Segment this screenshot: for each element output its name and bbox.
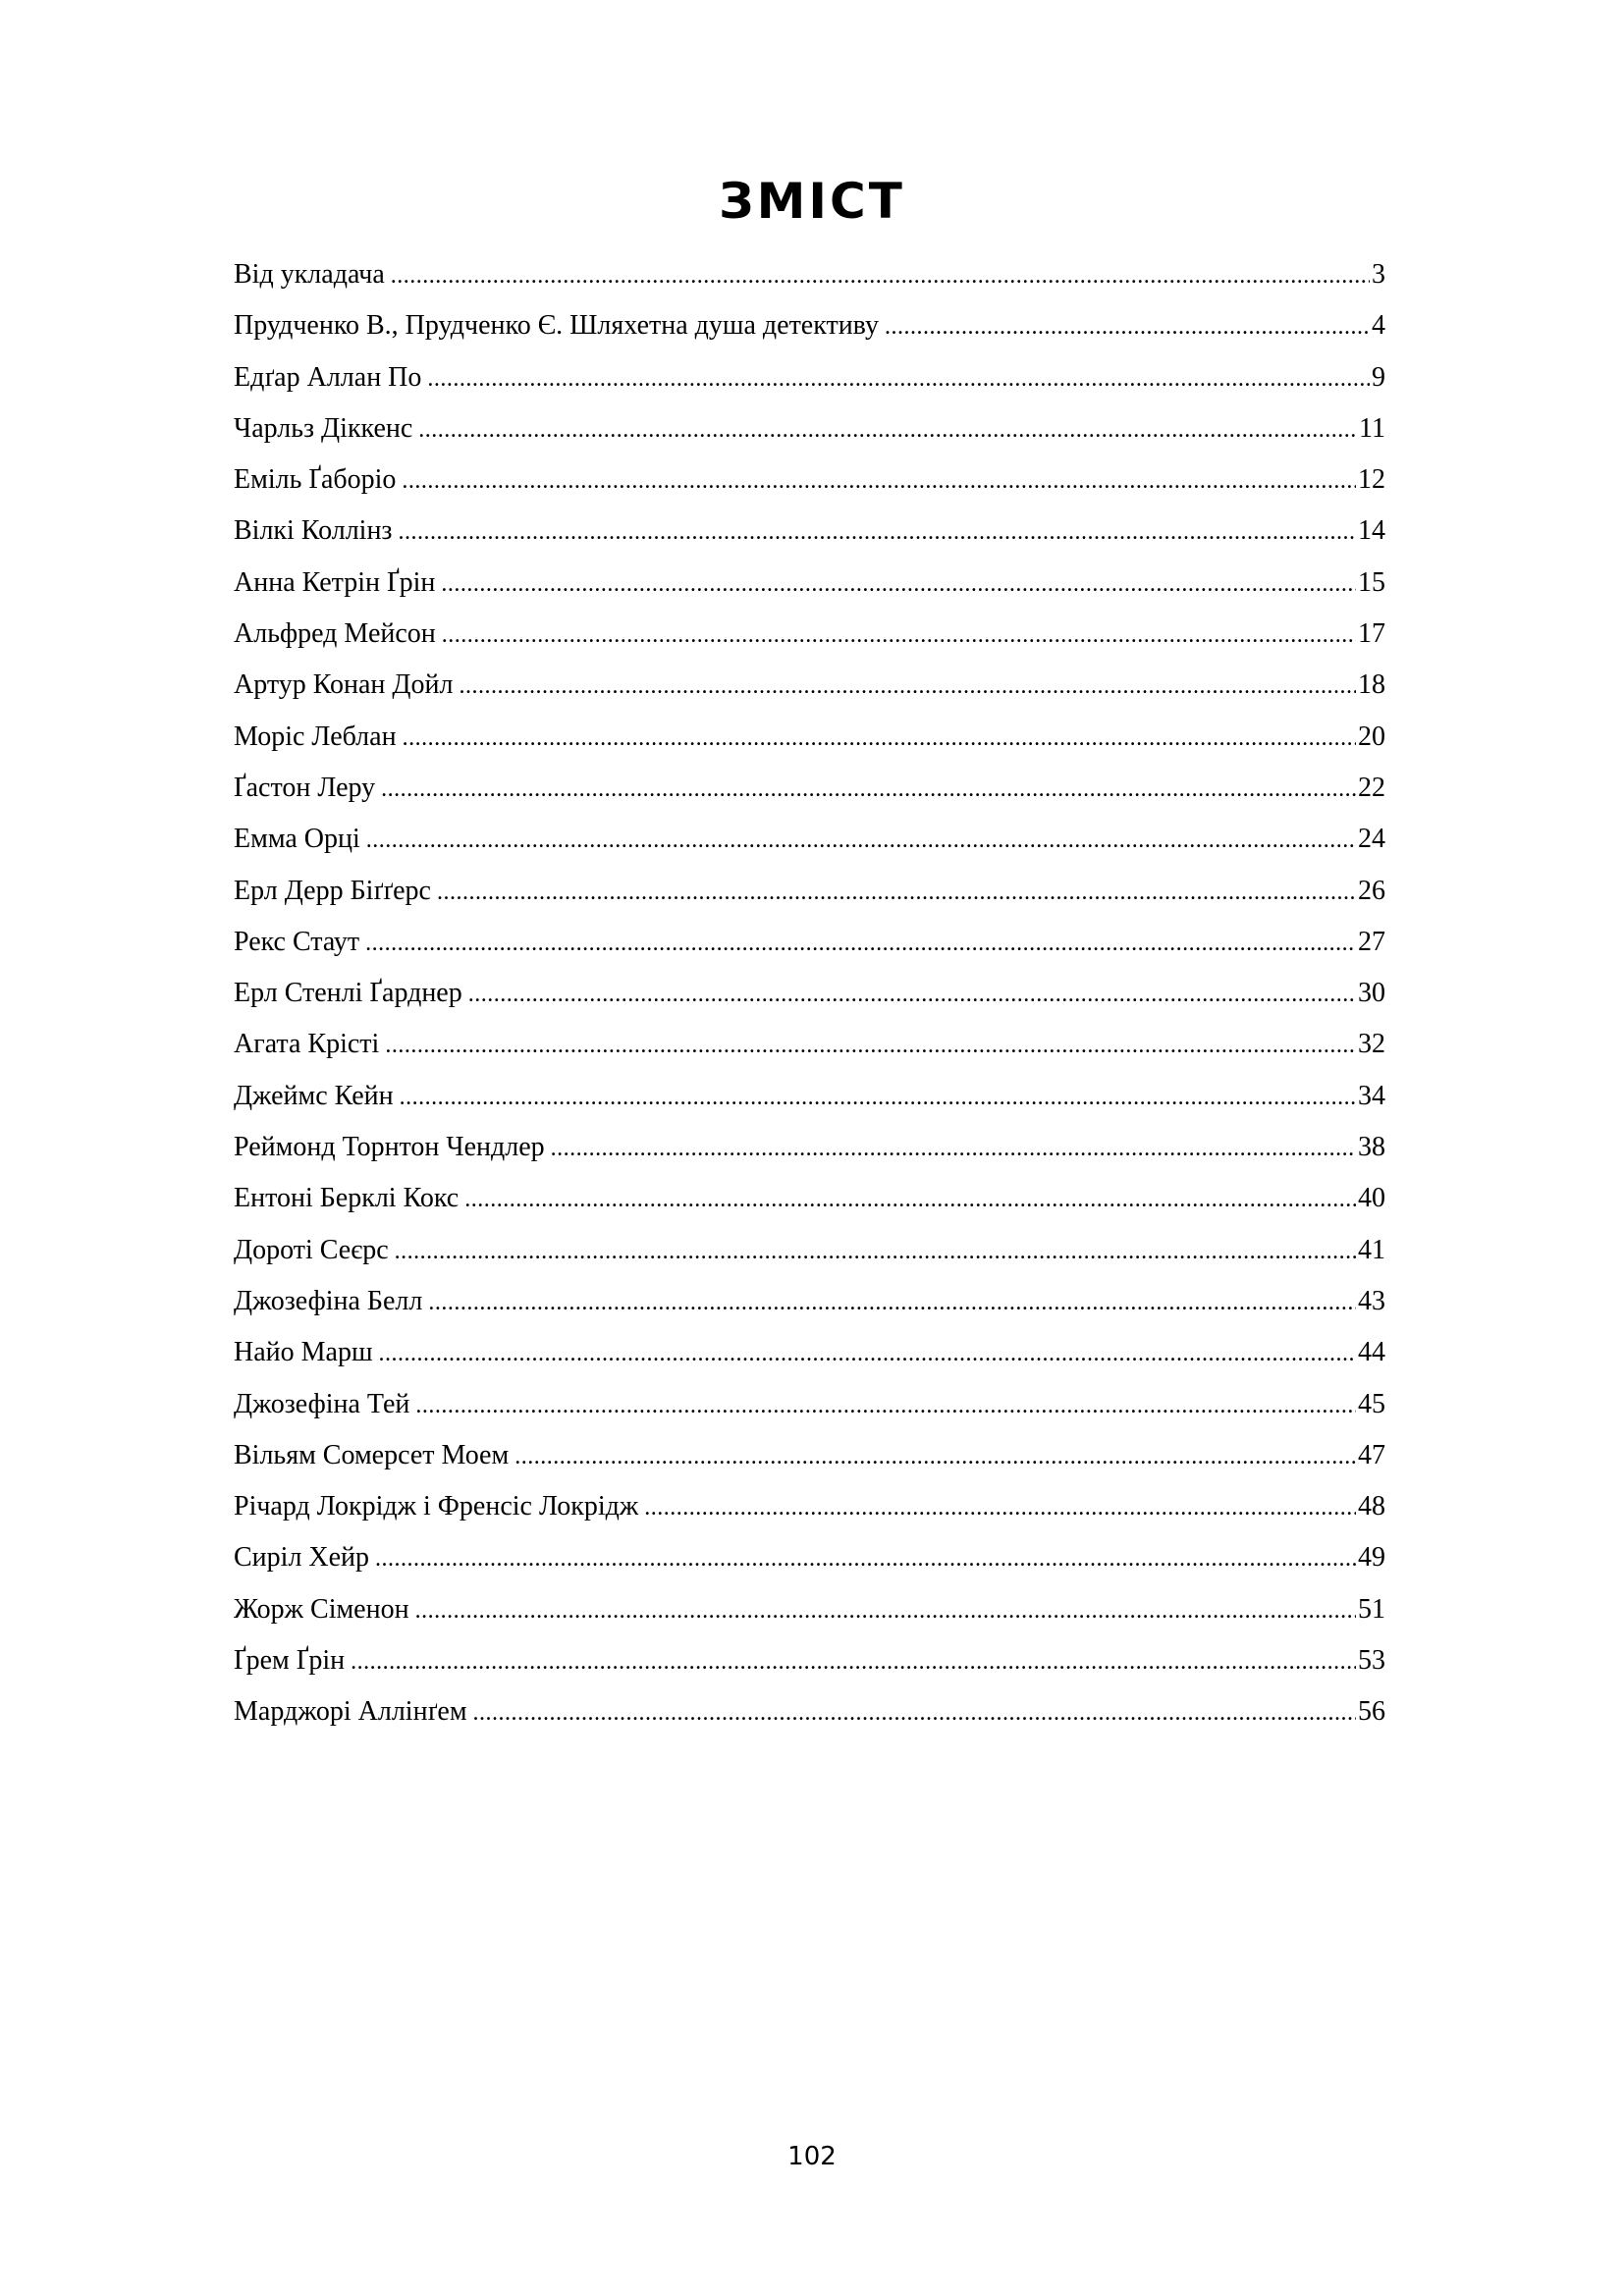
toc-entry-page: 30 [1358,978,1385,1009]
toc-entry-page: 45 [1358,1388,1385,1419]
toc-entry-title: Артур Конан Дойл [234,669,454,701]
toc-entry-page: 9 [1372,361,1385,393]
toc-dot-leader [464,1174,1356,1225]
toc-entry-title: Марджорі Аллінґем [234,1696,467,1728]
toc-dot-leader [399,507,1357,558]
toc-entry [234,1327,1385,1378]
toc-entry-page: 56 [1358,1696,1385,1728]
toc-dot-leader [366,815,1356,866]
toc-dot-leader [381,764,1356,815]
toc-dot-leader [442,610,1356,661]
toc-entry-page: 26 [1358,875,1385,906]
toc-entry [234,506,1385,557]
toc-entry [234,1686,1385,1737]
toc-dot-leader [391,250,1370,301]
toc-entry [234,1532,1385,1583]
toc-entry-title: Рекс Стаут [234,926,360,957]
toc-entry-page: 34 [1358,1080,1385,1111]
toc-dot-leader [427,353,1370,404]
table-of-contents [234,249,1385,1738]
toc-entry [234,558,1385,609]
toc-entry-page: 43 [1358,1285,1385,1316]
toc-dot-leader [551,1123,1356,1174]
page-title: ЗМІСТ [719,173,905,230]
toc-entry [234,1276,1385,1327]
toc-entry-title: Чарльз Діккенс [234,412,413,444]
toc-entry-title: Ентоні Берклі Кокс [234,1183,460,1214]
toc-entry-title: Моріс Леблан [234,721,397,752]
toc-dot-leader [885,301,1370,352]
toc-entry [234,1379,1385,1430]
toc-entry-page: 27 [1358,926,1385,957]
toc-entry-page: 11 [1359,412,1385,444]
toc-entry-title: Від укладача [234,259,385,290]
toc-entry [234,1019,1385,1070]
toc-entry-page: 47 [1358,1439,1385,1470]
toc-entry-page: 32 [1358,1029,1385,1060]
toc-dot-leader [428,1277,1356,1328]
toc-entry [234,1430,1385,1481]
toc-entry-page: 4 [1372,310,1385,342]
toc-dot-leader [385,1020,1356,1071]
toc-dot-leader [418,404,1357,455]
toc-entry-title: Сиріл Хейр [234,1542,370,1574]
toc-entry-title: Альфред Мейсон [234,618,436,650]
toc-entry [234,454,1385,506]
toc-dot-leader [365,918,1356,969]
toc-entry [234,1122,1385,1173]
toc-entry-page: 22 [1358,772,1385,803]
toc-dot-leader [473,1687,1356,1738]
toc-entry-title: Анна Кетрін Ґрін [234,566,436,598]
toc-entry [234,712,1385,763]
toc-dot-leader [395,1226,1356,1277]
toc-entry-page: 20 [1358,721,1385,752]
toc-entry [234,352,1385,403]
toc-dot-leader [379,1328,1356,1379]
toc-entry [234,814,1385,865]
toc-entry-page: 53 [1358,1645,1385,1677]
toc-entry [234,1584,1385,1635]
toc-dot-leader [644,1482,1356,1533]
toc-dot-leader [468,969,1356,1020]
toc-entry-title: Ерл Дерр Біґґерс [234,875,431,906]
toc-entry-title: Джозефіна Тей [234,1388,410,1419]
toc-entry-page: 17 [1358,618,1385,650]
toc-entry [234,917,1385,968]
toc-entry-page: 15 [1358,566,1385,598]
toc-entry [234,866,1385,917]
toc-dot-leader [415,1380,1356,1431]
toc-entry [234,1071,1385,1122]
toc-entry-page: 49 [1358,1542,1385,1574]
toc-entry-page: 3 [1372,259,1385,290]
toc-dot-leader [459,661,1356,712]
toc-entry-title: Едґар Аллан По [234,361,422,393]
toc-entry [234,968,1385,1019]
toc-entry [234,1635,1385,1686]
toc-entry [234,660,1385,711]
toc-entry-title: Жорж Сіменон [234,1593,409,1625]
toc-entry-page: 40 [1358,1183,1385,1214]
toc-entry-title: Прудченко В., Прудченко Є. Шляхетна душа детективу [234,310,879,342]
toc-entry-title: Ґастон Леру [234,772,376,803]
toc-entry [234,300,1385,351]
toc-entry [234,1225,1385,1276]
toc-dot-leader [441,559,1356,610]
toc-entry-title: Агата Крісті [234,1029,380,1060]
toc-dot-leader [403,713,1356,764]
toc-entry-title: Ґрем Ґрін [234,1645,346,1677]
toc-dot-leader [402,455,1356,507]
toc-entry-title: Джозефіна Белл [234,1285,423,1316]
toc-entry [234,403,1385,454]
toc-entry [234,1481,1385,1532]
toc-entry-page: 14 [1358,515,1385,547]
toc-entry-title: Емма Орці [234,824,360,855]
toc-dot-leader [375,1533,1356,1584]
toc-entry-page: 44 [1358,1337,1385,1368]
toc-dot-leader [351,1636,1356,1687]
toc-entry-title: Дороті Сеєрс [234,1234,389,1265]
toc-entry-page: 12 [1358,464,1385,496]
toc-entry [234,1173,1385,1224]
toc-entry-title: Реймонд Торнтон Чендлер [234,1132,545,1163]
toc-entry-page: 41 [1358,1234,1385,1265]
toc-dot-leader [400,1072,1356,1123]
toc-dot-leader [514,1431,1356,1482]
toc-dot-leader [437,867,1356,918]
toc-entry-title: Еміль Ґаборіо [234,464,397,496]
toc-entry-title: Найо Марш [234,1337,373,1368]
toc-entry-title: Вілкі Коллінз [234,515,393,547]
toc-entry-page: 18 [1358,669,1385,701]
toc-entry-title: Річард Локрідж і Френсіс Локрідж [234,1491,639,1522]
toc-entry [234,249,1385,300]
toc-entry-title: Ерл Стенлі Ґарднер [234,978,462,1009]
toc-entry [234,763,1385,814]
toc-entry-page: 51 [1358,1593,1385,1625]
page-number: 102 [787,2142,837,2171]
toc-entry-page: 24 [1358,824,1385,855]
toc-dot-leader [415,1585,1356,1636]
toc-entry [234,609,1385,660]
toc-entry-title: Вільям Сомерсет Моем [234,1439,510,1470]
toc-entry-title: Джеймс Кейн [234,1080,394,1111]
toc-entry-page: 38 [1358,1132,1385,1163]
toc-entry-page: 48 [1358,1491,1385,1522]
